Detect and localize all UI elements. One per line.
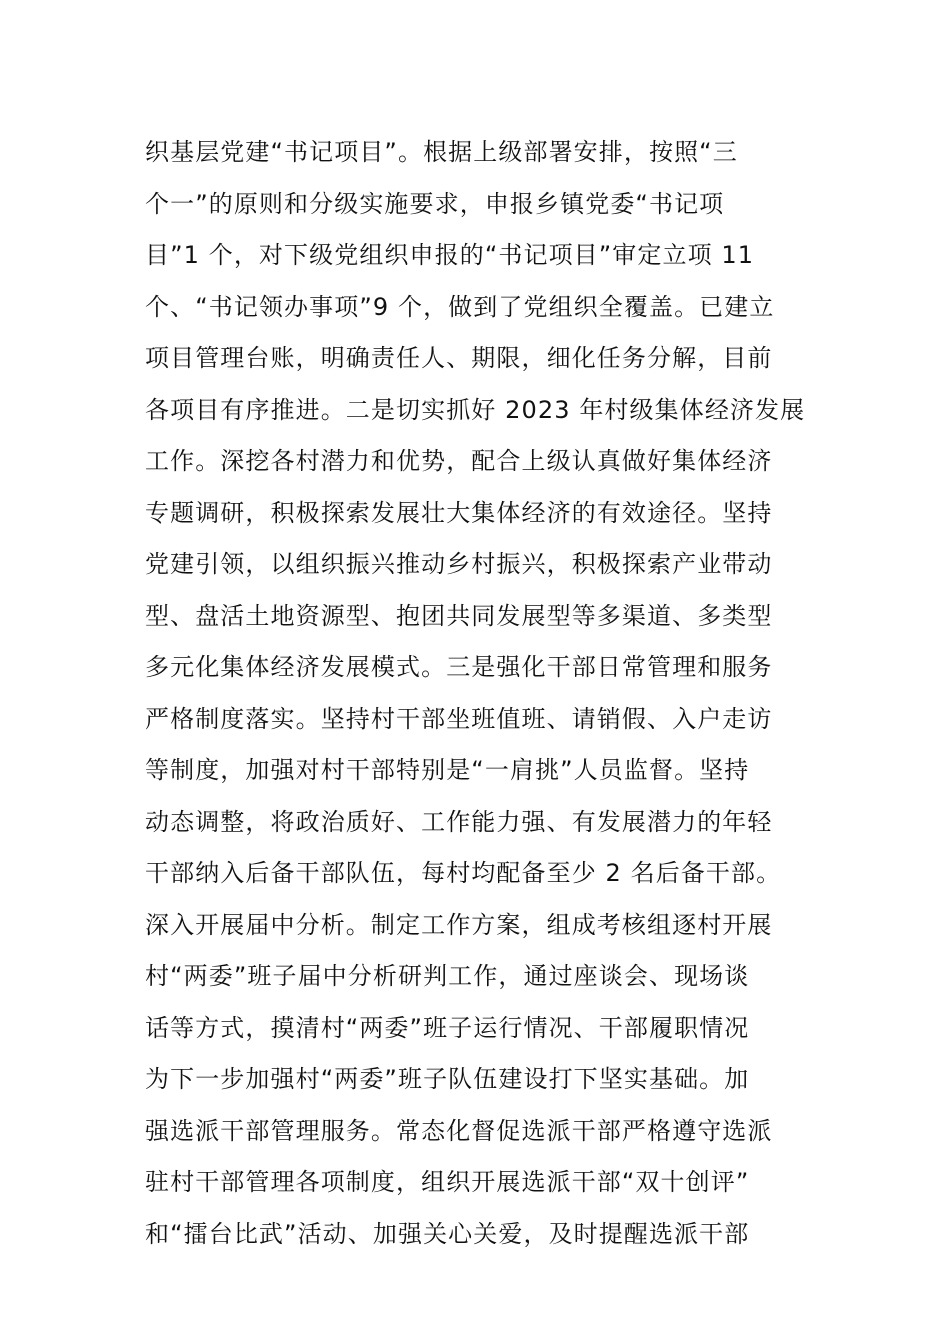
- text-line: 村“两委”班子届中分析研判工作，通过座谈会、现场谈: [145, 962, 750, 990]
- text-line: 话等方式，摸清村“两委”班子运行情况、干部履职情况: [145, 1013, 750, 1042]
- text-line: 深入开展届中分析。制定工作方案，组成考核组逐村开展: [145, 910, 773, 939]
- text-line: 型、盘活土地资源型、抱团共同发展型等多渠道、多类型: [145, 601, 773, 630]
- text-line: 为下一步加强村“两委”班子队伍建设打下坚实基础。加: [145, 1065, 750, 1093]
- text-line: 强选派干部管理服务。常态化督促选派干部严格遵守选派: [145, 1116, 773, 1145]
- text-line: 工作。深挖各村潜力和优势，配合上级认真做好集体经济: [145, 447, 773, 475]
- text-line: 多元化集体经济发展模式。三是强化干部日常管理和服务: [145, 653, 773, 681]
- text-line: 织基层党建“书记项目”。根据上级部署安排，按照“三: [145, 138, 738, 166]
- text-line: 各项目有序推进。二是切实抓好 2023 年村级集体经济发展: [145, 395, 806, 424]
- text-line: 目”1 个，对下级党组织申报的“书记项目”审定立项 11: [145, 241, 755, 269]
- text-line: 驻村干部管理各项制度，组织开展选派干部“双十创评”: [145, 1168, 750, 1196]
- text-line: 等制度，加强对村干部特别是“一肩挑”人员监督。坚持: [145, 756, 750, 784]
- text-line: 个、“书记领办事项”9 个，做到了党组织全覆盖。已建立: [145, 292, 775, 321]
- text-line: 动态调整，将政治质好、工作能力强、有发展潜力的年轻: [145, 807, 773, 836]
- text-line: 项目管理台账，明确责任人、期限，细化任务分解，目前: [145, 344, 773, 372]
- text-line: 专题调研，积极探索发展壮大集体经济的有效途径。坚持: [145, 498, 773, 527]
- text-line: 严格制度落实。坚持村干部坐班值班、请销假、入户走访: [145, 704, 773, 733]
- text-line: 党建引领，以组织振兴推动乡村振兴，积极探索产业带动: [145, 550, 773, 578]
- text-line: 和“擂台比武”活动、加强关心关爱，及时提醒选派干部: [145, 1219, 750, 1248]
- text-line: 个一”的原则和分级实施要求，申报乡镇党委“书记项: [145, 189, 725, 218]
- body-text: [145, 127, 815, 1260]
- text-line: 干部纳入后备干部队伍，每村均配备至少 2 名后备干部。: [145, 859, 782, 887]
